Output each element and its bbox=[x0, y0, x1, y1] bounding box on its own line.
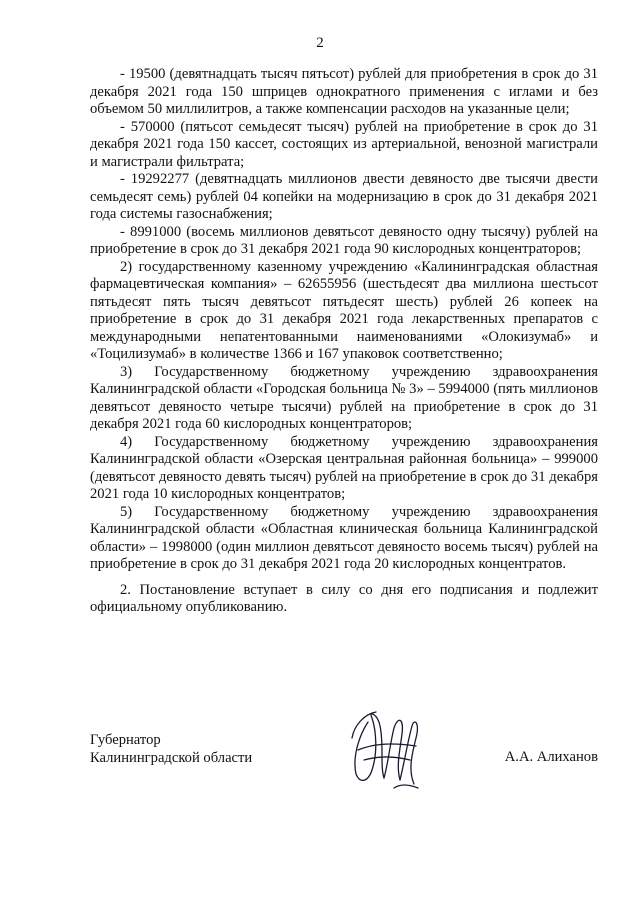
signatory-name: А.А. Алиханов bbox=[504, 749, 598, 765]
paragraph-item-1: - 19500 (девятнадцать тысяч пятьсот) рублей для приобретения в срок до 31 декабря 2021 года 150 шприцев однократного применения с иглами и без объемом 50 миллилитров, а также компенсации расходов на указанные цели; bbox=[90, 66, 598, 117]
paragraph-item-6: 3) Государственному бюджетному учреждению здравоохранения Калининградской области «Городская больница № 3» – 5994000 (пять миллионов девятьсот девяносто четыре тысячи) рублей на приобретение в срок до 31 декабря 2021 года 60 кислородных концентраторов; bbox=[90, 363, 598, 432]
paragraph-item-8: 5) Государственному бюджетному учреждению здравоохранения Калининградской области «Областная клиническая больница Калининградской области» – 1998000 (один миллион девятьсот девяносто восемь тысяч) рублей на приобретение в срок до 31 декабря 2021 года 20 кислородных концентратов. bbox=[90, 503, 598, 572]
paragraph-item-3: - 19292277 (девятнадцать миллионов двести девяносто две тысячи двести семьдесят семь) рублей 04 копейки на модернизацию в срок до 31 декабря 2021 года системы газоснабжения; bbox=[90, 171, 598, 222]
paragraph-item-4: - 8991000 (восемь миллионов девятьсот девяносто одну тысячу) рублей на приобретение в срок до 31 декабря 2021 года 90 кислородных концентраторов; bbox=[90, 223, 598, 257]
paragraph-item-7: 4) Государственному бюджетному учреждению здравоохранения Калининградской области «Озерская центральная районная больница» – 999000 (девятьсот девяносто девять тысяч) рублей на приобретение в срок до 31 декабря 2021 года 10 кислородных концентратов; bbox=[90, 433, 598, 502]
final-paragraph: 2. Постановление вступает в силу со дня его подписания и подлежит официальному опубликованию. bbox=[90, 581, 598, 615]
paragraph-item-5: 2) государственному казенному учреждению «Калининградская областная фармацевтическая компания» – 62655956 (шестьдесят два миллиона шестьсот пятьдесят пять тысяч девятьсот пятьдесят шесть) рублей 26 копеек на приобретение в срок до 31 декабря 2021 года лекарственных препаратов с международными непатентованными наименованиями «Олокизумаб» и «Тоцилизумаб» в количестве 1366 и 167 упаковок соответственно; bbox=[90, 258, 598, 362]
handwritten-signature bbox=[338, 704, 428, 792]
document-body bbox=[90, 66, 598, 617]
paragraph-item-2: - 570000 (пятьсот семьдесят тысяч) рублей на приобретение в срок до 31 декабря 2021 года 150 кассет, состоящих из артериальной, венозной магистрали и магистрали фильтрата; bbox=[90, 118, 598, 170]
signatory-title-line1: Губернатор bbox=[90, 732, 161, 748]
signatory-title-line2: Калининградской области bbox=[90, 750, 253, 766]
signatory-title bbox=[90, 731, 252, 767]
page-number: 2 bbox=[316, 35, 324, 51]
